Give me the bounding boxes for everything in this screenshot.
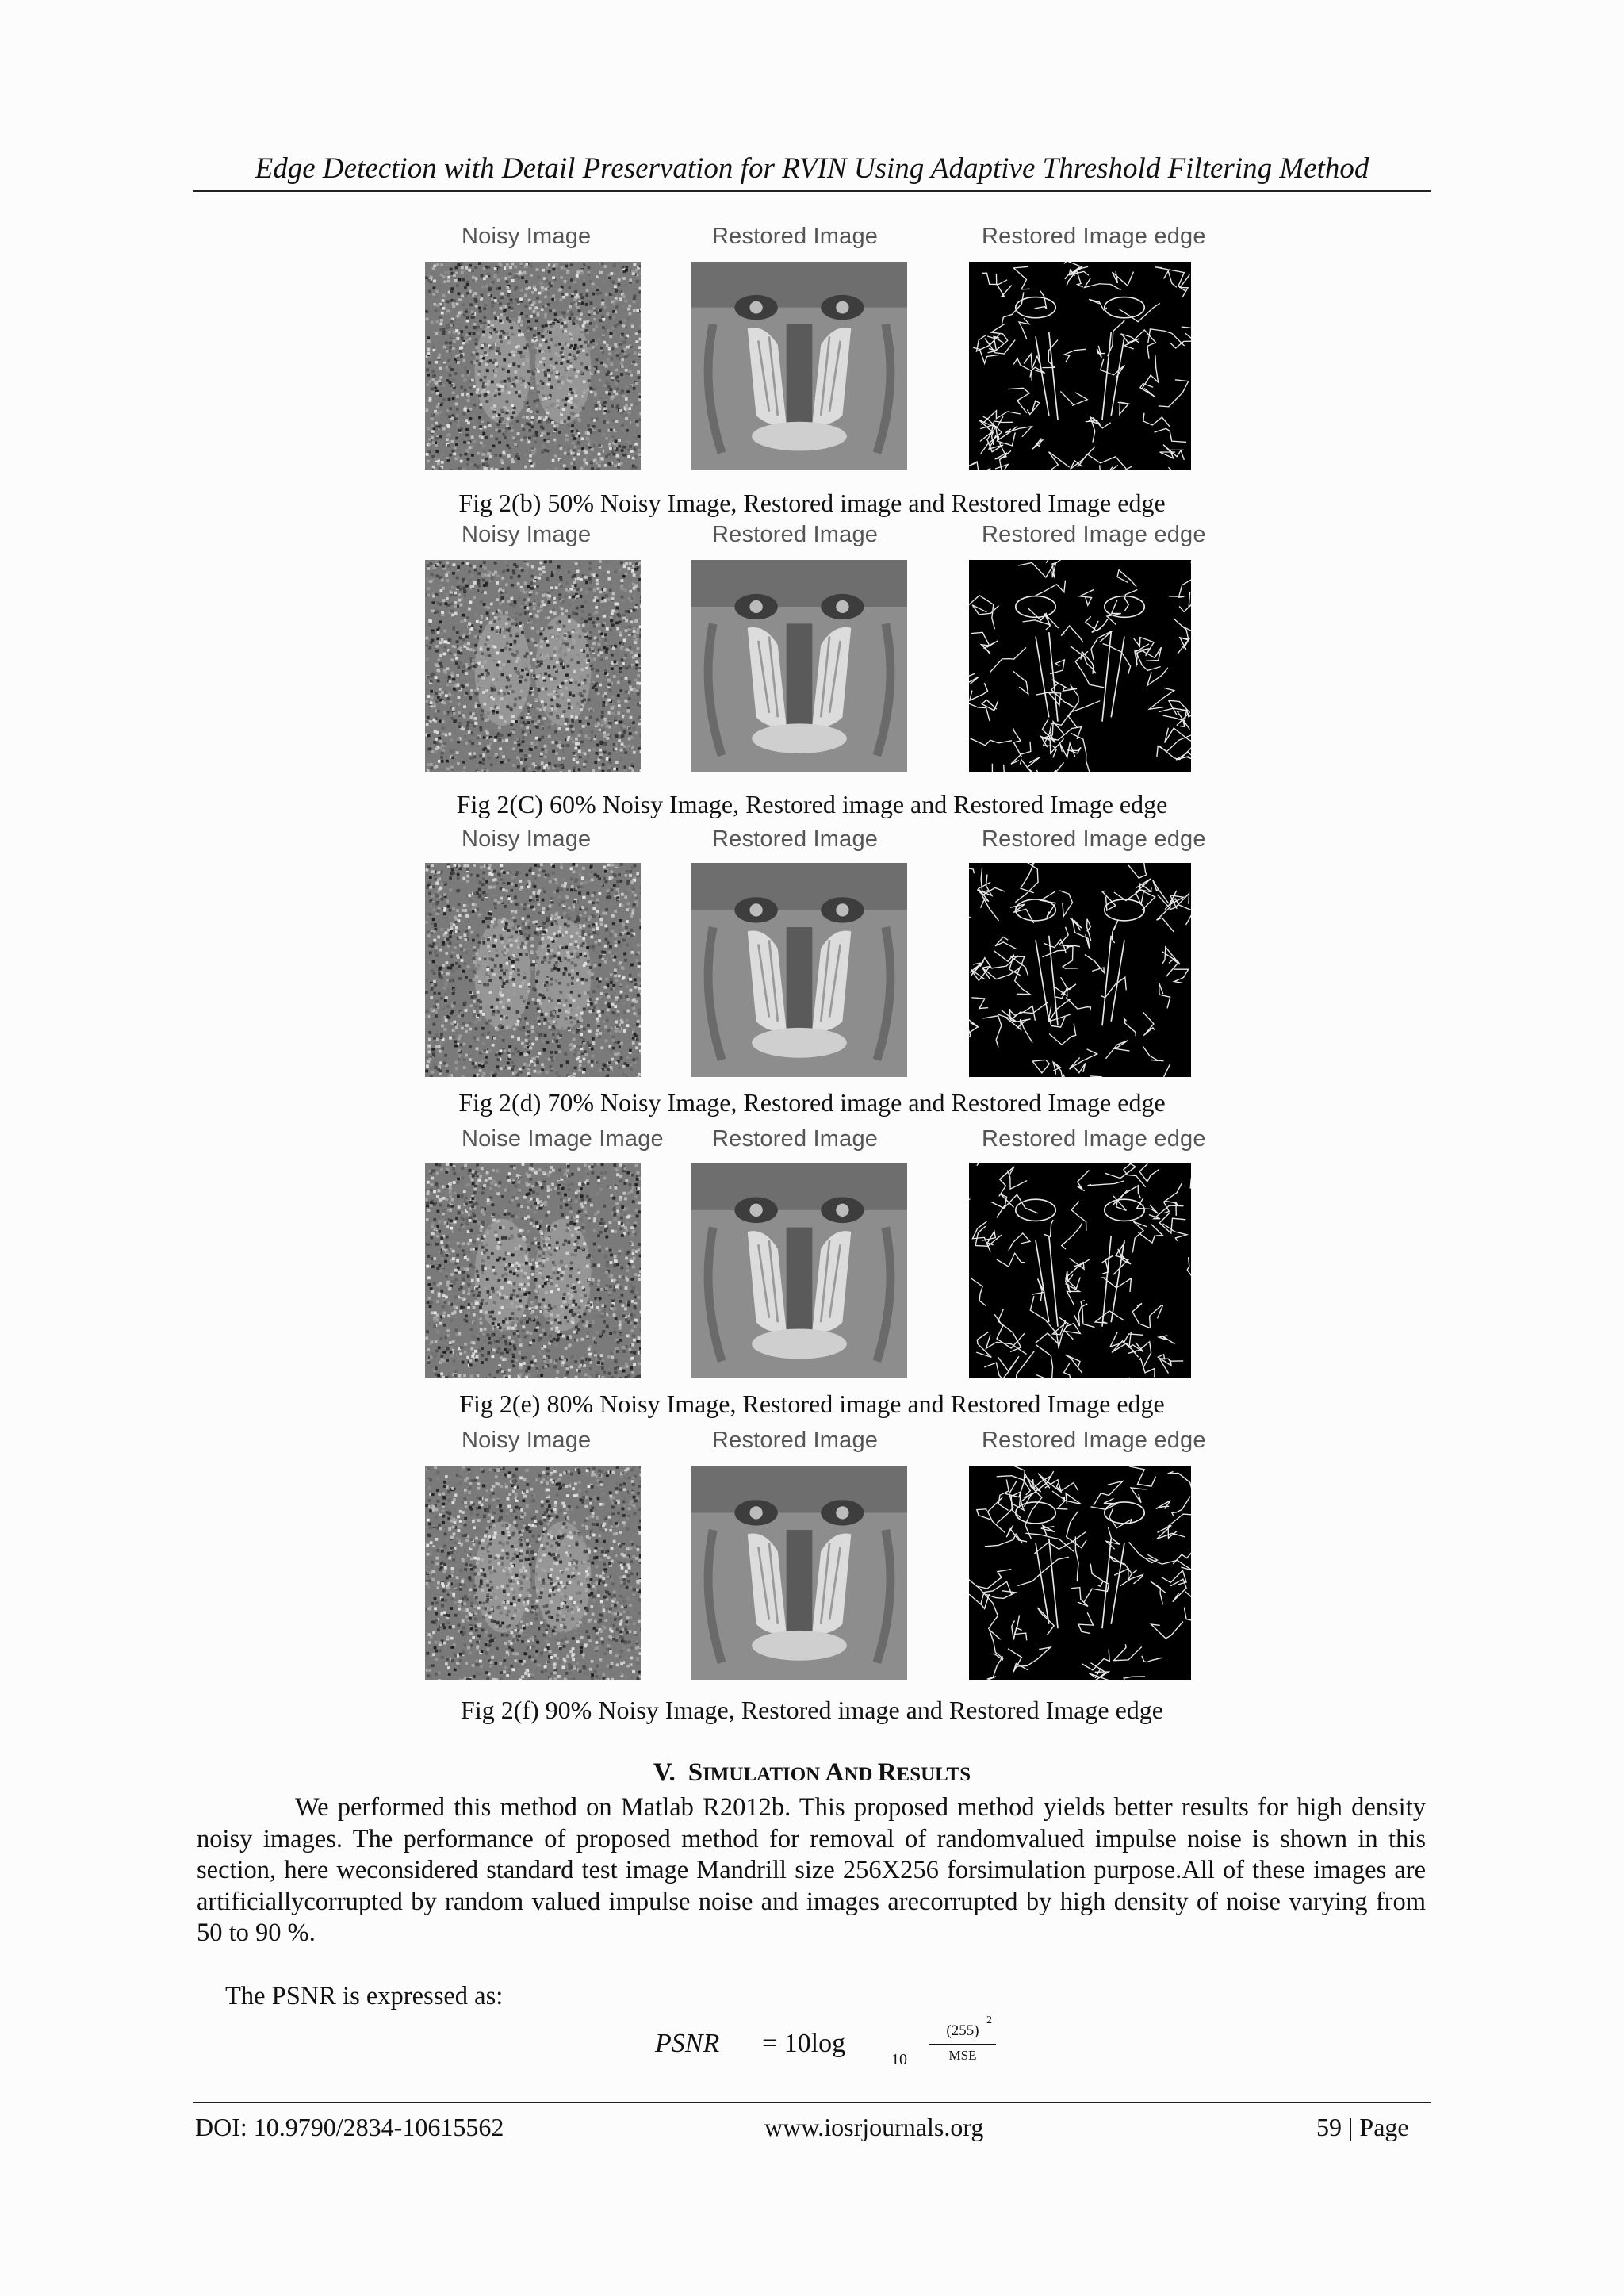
section-title-rest: ND: [844, 1764, 878, 1785]
psnr-equation: [655, 2014, 1020, 2078]
eq-numerator: (255): [946, 2022, 979, 2039]
restored-image-label: Restored Image: [712, 826, 879, 852]
restored-edge-image: [969, 560, 1191, 772]
section-title: [688, 1758, 971, 1787]
noisy-image: [425, 1466, 641, 1680]
eq-exponent: 2: [986, 2014, 992, 2026]
footer-page: 59 | Page: [1316, 2113, 1409, 2141]
footer-doi: DOI: 10.9790/2834-10615562: [195, 2113, 504, 2141]
section-heading: [193, 1756, 1431, 1792]
restored-edge-image: [969, 863, 1191, 1077]
restored-image-label: Restored Image: [712, 224, 879, 249]
figure-caption: Fig 2(C) 60% Noisy Image, Restored image and Restored Image edge: [456, 790, 1168, 818]
restored-image: [691, 863, 907, 1077]
noisy-image-label: Noisy Image: [462, 522, 592, 547]
section-title-initial: R: [877, 1758, 897, 1787]
section-paragraph: We performed this method on Matlab R2012b. This proposed method yields better results for high density noisy images. The performance of proposed method for removal of randomvalued impulse noise is shown in this section, here weconsidered standard test image Mandrill size 256X256 forsimulation purpose.All of these images are artificiallycorrupted by random valued impulse noise and images arecorrupted by high density of noise varying from 50 to 90 %.: [197, 1793, 1426, 1947]
noisy-image-label: Noise Image Image: [462, 1126, 664, 1152]
eq-denominator: MSE: [948, 2048, 977, 2063]
restored-edge-image: [969, 1163, 1191, 1378]
restored-image: [691, 560, 907, 772]
section-title-initial: S: [688, 1758, 703, 1787]
psnr-intro: The PSNR is expressed as:: [225, 1982, 504, 2010]
restored-edge-image-label: Restored Image edge: [982, 522, 1206, 547]
eq-log-base: 10: [891, 2051, 907, 2068]
section-title-rest: IMULATION: [703, 1764, 825, 1785]
eq-lhs: PSNR: [655, 2029, 720, 2058]
restored-image-label: Restored Image: [712, 522, 879, 547]
eq-rhs: = 10log: [762, 2029, 846, 2058]
restored-image: [691, 1466, 907, 1680]
section-title-rest: ESULTS: [896, 1764, 971, 1785]
noisy-image-label: Noisy Image: [462, 826, 592, 852]
restored-image: [691, 262, 907, 470]
noisy-image: [425, 863, 641, 1077]
figure-caption: Fig 2(b) 50% Noisy Image, Restored image and Restored Image edge: [458, 489, 1166, 517]
footer-url: www.iosrjournals.org: [764, 2113, 984, 2141]
noisy-image: [425, 1163, 641, 1378]
figure-caption: Fig 2(e) 80% Noisy Image, Restored image and Restored Image edge: [459, 1389, 1165, 1418]
restored-edge-image-label: Restored Image edge: [982, 224, 1206, 249]
noisy-image: [425, 262, 641, 470]
footer-rule: [193, 2102, 1431, 2103]
restored-image-label: Restored Image: [712, 1126, 879, 1152]
restored-image: [691, 1163, 907, 1378]
restored-edge-image: [969, 1466, 1191, 1680]
noisy-image-label: Noisy Image: [462, 1428, 592, 1453]
restored-image-label: Restored Image: [712, 1428, 879, 1453]
noisy-image: [425, 560, 641, 772]
restored-edge-image-label: Restored Image edge: [982, 1126, 1206, 1152]
running-header: Edge Detection with Detail Preservation for RVIN Using Adaptive Threshold Filtering Method: [255, 152, 1369, 185]
section-number: V.: [653, 1758, 676, 1787]
restored-edge-image-label: Restored Image edge: [982, 826, 1206, 852]
section-title-initial: A: [825, 1758, 845, 1787]
noisy-image-label: Noisy Image: [462, 224, 592, 249]
eq-fraction-bar: [929, 2044, 996, 2045]
figure-caption: Fig 2(f) 90% Noisy Image, Restored image and Restored Image edge: [461, 1696, 1163, 1724]
restored-edge-image-label: Restored Image edge: [982, 1428, 1206, 1453]
header-rule: [193, 190, 1431, 192]
restored-edge-image: [969, 262, 1191, 470]
figure-caption: Fig 2(d) 70% Noisy Image, Restored image and Restored Image edge: [458, 1088, 1166, 1117]
